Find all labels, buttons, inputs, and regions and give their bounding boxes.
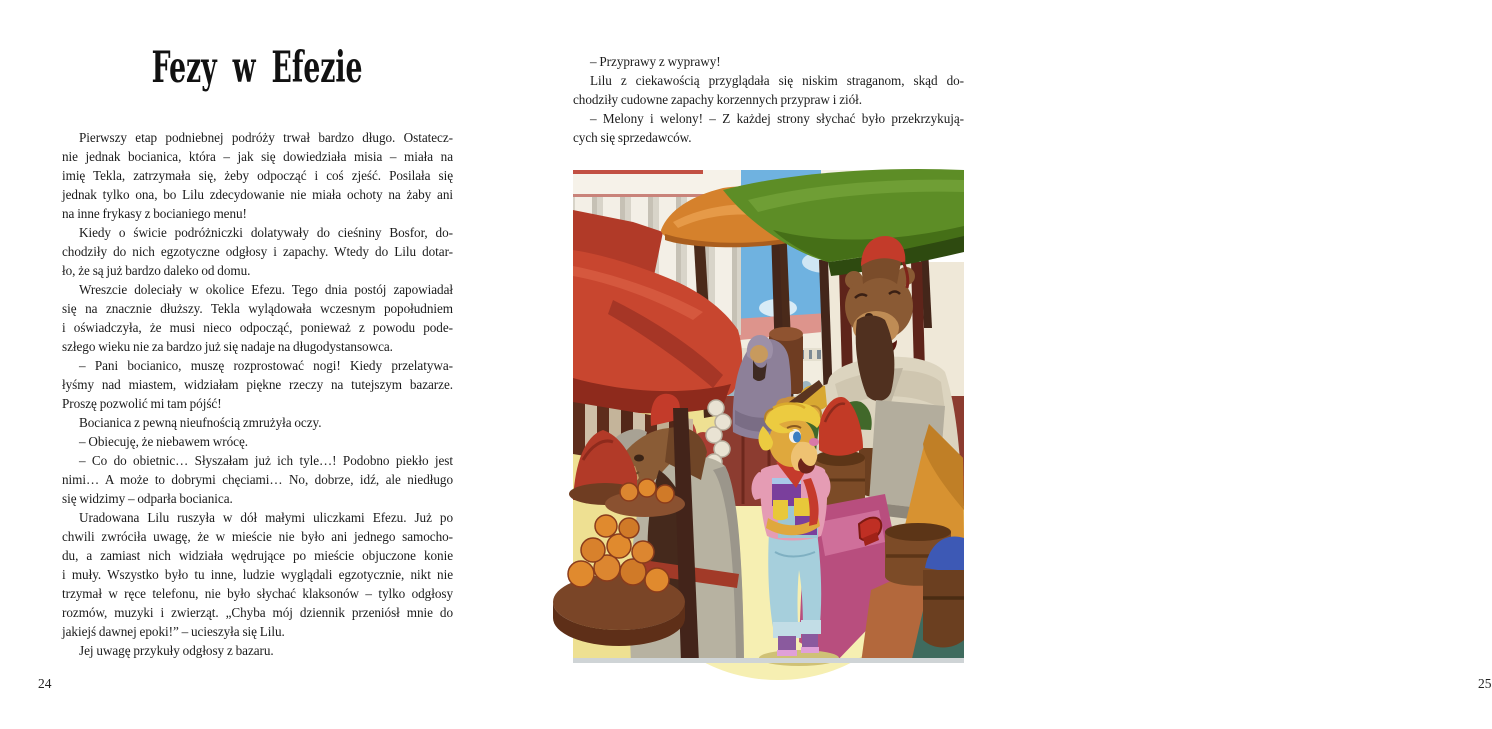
text-line: i muły. Wszystko było tu inne, ludzie wyglądali egzotycznie, nikt nie bbox=[62, 567, 453, 582]
text-line: – Melony i welony! – Z każdej strony słychać było przekrzykują- bbox=[590, 111, 964, 126]
text-line: – Pani bocianico, muszę rozprostować nogi! Kiedy przelatywa- bbox=[79, 358, 453, 373]
text-line: nimi… A może to dobrymi chęciami… No, dobrze, idź, ale niedługo bbox=[62, 472, 453, 487]
bazaar-illustration bbox=[573, 170, 964, 663]
text-line: i oświadczyła, że musi nieco odpocząć, ponieważ z powodu pode- bbox=[62, 320, 453, 335]
text-line: Kiedy o świcie podróżniczki dolatywały do cieśniny Bosfor, do- bbox=[79, 225, 453, 240]
text-line: jednak tylko ona, bo Lilu zdecydowanie nie miała ochoty na żaby ani bbox=[62, 187, 453, 202]
text-line: Proszę pozwolić mi tam pójść! bbox=[62, 396, 222, 411]
right-text-column bbox=[573, 52, 964, 147]
page-number-left: 24 bbox=[38, 676, 52, 691]
text-line: na inne frykasy z bocianiego menu! bbox=[62, 206, 247, 221]
page-number-right: 25 bbox=[1478, 676, 1492, 691]
text-line: Uradowana Lilu ruszyła w dół małymi uliczkami Efezu. Już po bbox=[79, 510, 453, 525]
chapter-title: Fezy w Efezie bbox=[151, 43, 363, 93]
text-line: nie jednak bocianica, która – jak się dowiedziała misia – miała na bbox=[62, 149, 453, 164]
text-line: Pierwszy etap podniebnej podróży trwał bardzo długo. Ostatecz- bbox=[79, 130, 453, 145]
text-line: imię Tekla, zatrzymała się, żeby odpocząć i coś zjeść. Posilała się bbox=[62, 168, 453, 183]
text-line: rozmów, muzyki i zwierząt. „Chyba mój dziennik przeniósł mnie do bbox=[62, 605, 453, 620]
text-line: du, a zamiast nich widziała wędrujące po mieście objuczone konie bbox=[62, 548, 453, 563]
text-line: się na znacznie dłuższy. Tekla wylądowała wczesnym popołudniem bbox=[62, 301, 453, 316]
text-line: chodziły do nich egzotyczne odgłosy i zapachy. Wtedy do Lilu dotar- bbox=[62, 244, 453, 259]
text-line: – Obiecuję, że niebawem wrócę. bbox=[79, 434, 248, 449]
text-line: chwili zwróciła uwagę, że w mieście nie było ani jednego samocho- bbox=[62, 529, 453, 544]
text-line: Lilu z ciekawością przyglądała się niskim straganom, skąd do- bbox=[590, 73, 964, 88]
text-line: się widzimy – odparła bocianica. bbox=[62, 491, 233, 506]
illustration-bottom-strip bbox=[573, 658, 964, 663]
text-line: cych się sprzedawców. bbox=[573, 130, 692, 145]
text-line: – Co do obietnic… Słyszałam już ich tyle…! Podobno piekło jest bbox=[79, 453, 453, 468]
text-line: Jej uwagę przykuły odgłosy z bazaru. bbox=[79, 643, 274, 658]
text-line: łyśmy nad miastem, widziałam piękne rzeczy na tutejszym bazarze. bbox=[62, 377, 453, 392]
text-line: Bocianica z pewną nieufnością zmrużyła oczy. bbox=[79, 415, 322, 430]
text-line: – Przyprawy z wyprawy! bbox=[590, 54, 721, 69]
text-line: chodziły cudowne zapachy korzennych przypraw i ziół. bbox=[573, 92, 863, 107]
right-page bbox=[512, 0, 1492, 729]
text-line: ło, że są już bardzo daleko od domu. bbox=[62, 263, 251, 278]
text-line: jakiejś dawnej epoki!” – ucieszyła się Lilu. bbox=[62, 624, 285, 639]
left-page bbox=[0, 0, 512, 729]
left-text-column bbox=[62, 128, 453, 660]
text-line: Wreszcie doleciały w okolice Efezu. Tego dnia postój zapowiadał bbox=[79, 282, 453, 297]
text-line: trzymał w ręce telefonu, nie było słychać klaksonów – tylko odgłosy bbox=[62, 586, 453, 601]
text-line: szłego wieku nie za bardzo już się nadaje na długodystansowca. bbox=[62, 339, 393, 354]
